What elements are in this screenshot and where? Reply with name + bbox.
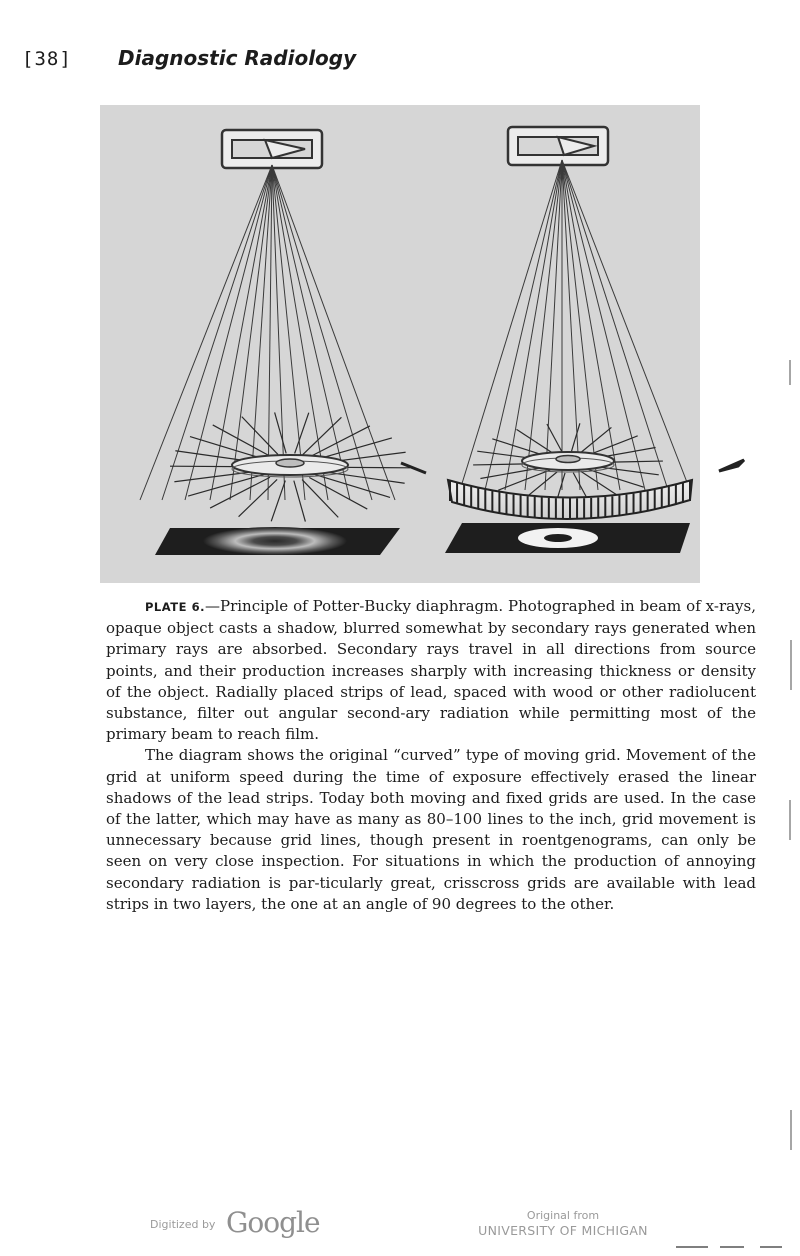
- secondary-ray: [310, 426, 370, 457]
- secondary-ray: [188, 474, 264, 496]
- left-xray-tube: [222, 130, 322, 168]
- secondary-ray: [498, 470, 550, 490]
- primary-ray: [562, 160, 598, 490]
- secondary-ray: [275, 412, 287, 453]
- secondary-ray: [547, 424, 563, 453]
- secondary-ray: [303, 417, 342, 454]
- caption-paragraph-1: [106, 596, 756, 745]
- caption-paragraph-2: The diagram shows the original “curved” type of moving grid. Movement of the grid at uniform speed during the time of exposure effectively erased the linear shadows of the lead strips. Today both moving and fixed grids are used. In the case of the latter, which may have as many as 80–100 lines to the inch, grid movement is unnecessary because grid lines, though present in roentgenograms, can only be seen on very close inspection. For situations in which the production of annoying secondary radiation is par-ticularly great, crisscross grids are available with lead strips in two layers, the one at an angle of 90 degrees to the other.: [106, 746, 756, 913]
- primary-ray: [140, 165, 272, 500]
- google-logo: Google: [226, 1206, 320, 1239]
- secondary-ray: [581, 471, 620, 496]
- plate-label: PLATE 6.: [145, 600, 205, 614]
- secondary-ray: [571, 423, 580, 453]
- right-xray-tube: [508, 127, 608, 165]
- plate-photograph: [100, 105, 700, 583]
- secondary-ray: [210, 477, 270, 508]
- primary-ray: [230, 165, 272, 500]
- plate-caption: [106, 596, 756, 915]
- page-number: [38]: [22, 48, 72, 70]
- primary-ray: [272, 165, 372, 500]
- caption-paragraph-1-text: —Principle of Potter-Bucky diaphragm. Photographed in beam of x-rays, opaque object casts a shadow, blurred somewhat by secondary rays generated when primary rays are absorbed. Secondary rays travel in all directions from source points, and their production increases sharply with increasing thickness or density of the object. Radially placed strips of lead, spaced with wood or other radiolucent substance, filter out angular second-ary radiation while permitting most of the primary beam to reach film.: [106, 597, 756, 744]
- secondary-ray: [579, 427, 612, 454]
- source-credit: [470, 1208, 656, 1238]
- secondary-ray: [271, 481, 285, 522]
- digitized-by-text: Digitized by: [150, 1218, 216, 1231]
- secondary-ray: [242, 417, 278, 455]
- primary-ray: [162, 165, 272, 500]
- right-motion-arrow: [719, 460, 744, 471]
- left-primary-rays: [140, 165, 395, 500]
- right-film: [445, 523, 690, 553]
- left-opaque-object: [232, 455, 348, 477]
- secondary-ray: [239, 479, 278, 516]
- primary-ray: [460, 160, 562, 490]
- left-film: [155, 527, 400, 555]
- primary-ray: [272, 165, 350, 500]
- original-from-text: Original from: [526, 1209, 600, 1222]
- institution-name: UNIVERSITY OF MICHIGAN: [478, 1223, 648, 1238]
- running-title: Diagnostic Radiology: [118, 46, 357, 70]
- curved-moving-grid: [448, 480, 692, 519]
- primary-ray: [272, 165, 395, 500]
- secondary-ray: [517, 429, 556, 454]
- primary-ray: [562, 160, 668, 490]
- potter-bucky-illustration: [100, 105, 700, 583]
- secondary-ray: [315, 475, 390, 498]
- secondary-ray: [302, 480, 338, 518]
- primary-ray: [210, 165, 272, 500]
